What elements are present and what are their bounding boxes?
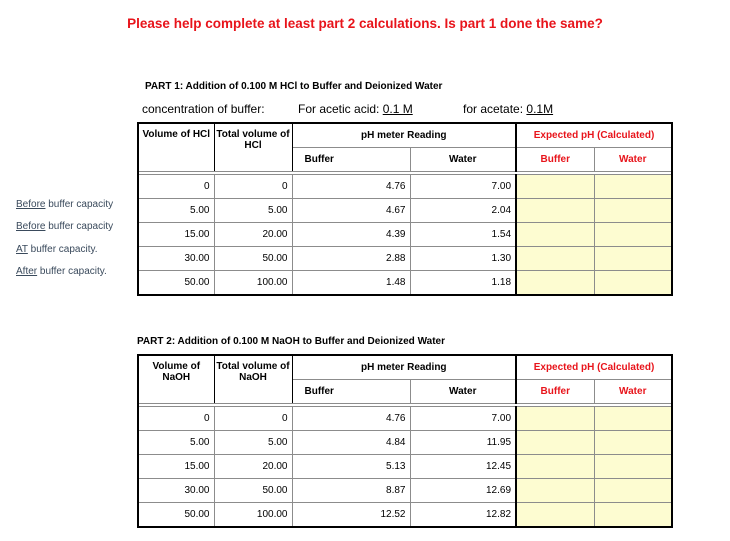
header-volume-hcl: Volume of HCl	[138, 123, 214, 172]
cell-expected-water[interactable]	[594, 247, 672, 271]
side-label-after: After buffer capacity.	[16, 266, 107, 277]
acetic-acid-value: 0.1 M	[382, 102, 413, 116]
header-expected-buffer: Buffer	[516, 148, 594, 172]
side-label-before-1: Before buffer capacity	[16, 199, 114, 210]
acetate-concentration	[463, 102, 553, 116]
cell-water: 1.18	[410, 271, 516, 296]
header-ph-meter: pH meter Reading	[292, 123, 516, 148]
header-total-volume-hcl: Total volume of HCl	[214, 123, 292, 172]
header-total-volume-naoh: Total volume of NaOH	[214, 355, 292, 404]
table-row	[138, 407, 672, 431]
cell-total: 5.00	[214, 431, 292, 455]
table-row	[138, 223, 672, 247]
cell-volume: 0	[138, 407, 214, 431]
cell-buffer: 4.39	[292, 223, 410, 247]
cell-expected-water[interactable]	[594, 223, 672, 247]
cell-expected-buffer[interactable]	[516, 223, 594, 247]
part2-table	[137, 354, 673, 528]
cell-water: 2.04	[410, 199, 516, 223]
cell-buffer: 1.48	[292, 271, 410, 296]
cell-expected-water[interactable]	[594, 271, 672, 296]
cell-buffer: 12.52	[292, 503, 410, 528]
cell-expected-water[interactable]	[594, 455, 672, 479]
header-water: Water	[410, 380, 516, 404]
cell-expected-buffer[interactable]	[516, 247, 594, 271]
acetate-label: for acetate:	[463, 102, 524, 116]
cell-total: 100.00	[214, 503, 292, 528]
cell-expected-water[interactable]	[594, 431, 672, 455]
cell-water: 12.82	[410, 503, 516, 528]
header-ph-meter: pH meter Reading	[292, 355, 516, 380]
cell-buffer: 8.87	[292, 479, 410, 503]
cell-total: 50.00	[214, 479, 292, 503]
cell-buffer: 5.13	[292, 455, 410, 479]
header-buffer: Buffer	[292, 148, 410, 172]
table-row	[138, 479, 672, 503]
cell-volume: 5.00	[138, 199, 214, 223]
table-row	[138, 247, 672, 271]
header-expected-ph: Expected pH (Calculated)	[516, 123, 672, 148]
cell-expected-buffer[interactable]	[516, 503, 594, 528]
header-expected-water: Water	[594, 148, 672, 172]
cell-expected-water[interactable]	[594, 407, 672, 431]
cell-volume: 30.00	[138, 247, 214, 271]
header-expected-water: Water	[594, 380, 672, 404]
part2-heading: PART 2: Addition of 0.100 M NaOH to Buffer and Deionized Water	[137, 336, 445, 347]
table-row	[138, 175, 672, 199]
table-row	[138, 455, 672, 479]
cell-buffer: 4.67	[292, 199, 410, 223]
side-label-at: AT buffer capacity.	[16, 244, 98, 255]
cell-volume: 30.00	[138, 479, 214, 503]
cell-expected-water[interactable]	[594, 479, 672, 503]
cell-expected-buffer[interactable]	[516, 455, 594, 479]
cell-total: 0	[214, 407, 292, 431]
cell-volume: 15.00	[138, 455, 214, 479]
cell-total: 5.00	[214, 199, 292, 223]
cell-total: 20.00	[214, 223, 292, 247]
cell-expected-buffer[interactable]	[516, 271, 594, 296]
cell-water: 7.00	[410, 407, 516, 431]
cell-buffer: 4.76	[292, 407, 410, 431]
cell-volume: 50.00	[138, 503, 214, 528]
cell-expected-buffer[interactable]	[516, 175, 594, 199]
cell-total: 100.00	[214, 271, 292, 296]
table-row	[138, 271, 672, 296]
cell-expected-water[interactable]	[594, 175, 672, 199]
cell-total: 20.00	[214, 455, 292, 479]
cell-expected-water[interactable]	[594, 503, 672, 528]
cell-expected-buffer[interactable]	[516, 199, 594, 223]
header-expected-ph: Expected pH (Calculated)	[516, 355, 672, 380]
cell-water: 7.00	[410, 175, 516, 199]
cell-volume: 50.00	[138, 271, 214, 296]
part1-heading: PART 1: Addition of 0.100 M HCl to Buffer and Deionized Water	[145, 81, 443, 92]
acetic-acid-label: For acetic acid:	[298, 102, 380, 116]
header-volume-naoh: Volume of NaOH	[138, 355, 214, 404]
cell-water: 1.54	[410, 223, 516, 247]
table-row	[138, 503, 672, 528]
table-row	[138, 431, 672, 455]
cell-volume: 0	[138, 175, 214, 199]
header-expected-buffer: Buffer	[516, 380, 594, 404]
cell-volume: 15.00	[138, 223, 214, 247]
cell-expected-buffer[interactable]	[516, 479, 594, 503]
cell-buffer: 4.84	[292, 431, 410, 455]
part1-table	[137, 122, 673, 296]
cell-water: 12.45	[410, 455, 516, 479]
table-row	[138, 199, 672, 223]
header-buffer: Buffer	[292, 380, 410, 404]
cell-expected-buffer[interactable]	[516, 431, 594, 455]
header-water: Water	[410, 148, 516, 172]
cell-buffer: 4.76	[292, 175, 410, 199]
cell-expected-water[interactable]	[594, 199, 672, 223]
cell-water: 11.95	[410, 431, 516, 455]
acetic-acid-concentration	[298, 102, 413, 116]
concentration-label: concentration of buffer:	[142, 102, 265, 116]
cell-expected-buffer[interactable]	[516, 407, 594, 431]
cell-volume: 5.00	[138, 431, 214, 455]
cell-total: 0	[214, 175, 292, 199]
cell-total: 50.00	[214, 247, 292, 271]
acetate-value: 0.1M	[526, 102, 554, 116]
page-title: Please help complete at least part 2 calculations. Is part 1 done the same?	[127, 16, 603, 31]
side-label-before-2: Before buffer capacity	[16, 221, 114, 232]
cell-buffer: 2.88	[292, 247, 410, 271]
cell-water: 12.69	[410, 479, 516, 503]
cell-water: 1.30	[410, 247, 516, 271]
